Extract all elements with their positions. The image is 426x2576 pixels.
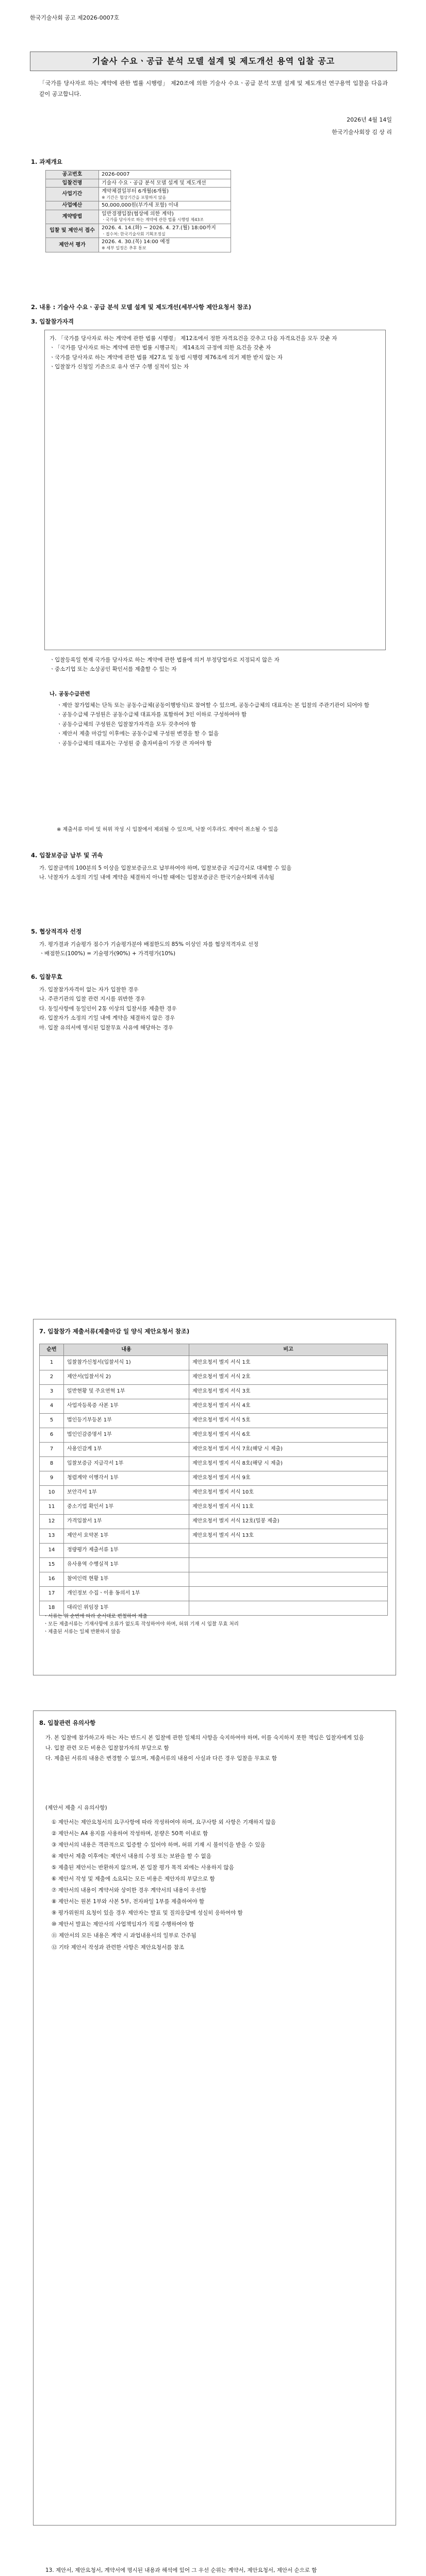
doc-no: 17 [40,1586,64,1601]
proposal-precaution-item: ⑧ 제안서는 원본 1부와 사본 5부, 전자파일 1부를 제출하여야 함 [52,1899,205,1905]
doc-content: 제안서(입찰서식 2) [64,1370,189,1384]
overview-key: 사업예산 [46,201,99,210]
deposit-list [39,863,388,883]
doc-content: 보안각서 1부 [64,1485,189,1500]
overview-value: 2026. 4. 14.(화) ~ 2026. 4. 27.(월) 18:00까지 [102,225,216,231]
overview-key: 입찰건명 [46,179,99,188]
overview-value-cell [99,201,231,210]
doc-content: 사용인감계 1부 [64,1442,189,1456]
table-row [40,1370,388,1384]
doc-remarks: 제안요청서 별지 서식 1호 [189,1355,388,1370]
overview-value: 2026-0007 [102,172,130,177]
overview-row [46,179,231,188]
doc-no: 6 [40,1428,64,1442]
joint-bid-list [57,701,379,748]
deposit-item: 가. 입찰금액의 100분의 5 이상을 입찰보증금으로 납부하여야 하며, 입찰보증금 지급각서로 대체할 수 있음 [39,865,292,871]
table-row [40,1543,388,1557]
doc-content: 법인인감증명서 1부 [64,1428,189,1442]
invalid-bid-item: 가. 입찰참가자격이 없는 자가 입찰한 경우 [39,987,139,993]
doc-no: 18 [40,1601,64,1615]
doc-remarks [189,1557,388,1572]
section-8-heading: 8. 입찰관련 유의사항 [39,1719,96,1726]
overview-row [46,224,231,238]
section-1-heading: 1. 과제개요 [31,158,62,165]
eligibility-list-2 [50,655,380,674]
invalid-bid-item: 마. 입찰 유의서에 명시된 입찰무효 사유에 해당하는 경우 [39,1024,173,1031]
table-row [40,1428,388,1442]
eligibility-box [44,330,386,650]
table-row [40,1413,388,1428]
deposit-item: 나. 낙찰자가 소정의 기일 내에 계약을 체결하지 아니할 때에는 입찰보증금은 한국기술사회에 귀속됨 [39,874,274,881]
doc-remarks: 제안요청서 별지 서식 13호 [189,1529,388,1543]
proposal-precaution-item: ⑦ 제안서의 내용이 계약서와 상이한 경우 계약서의 내용이 우선함 [52,1887,206,1894]
overview-note: ㆍ국가를 당사자로 하는 계약에 관한 법률 시행령 제43조 [102,217,204,223]
overview-row [46,210,231,224]
invalid-bid-item: 나. 주관기관의 입찰 관련 지시를 위반한 경우 [39,996,145,1003]
table-row [40,1529,388,1543]
doc-remarks: 제안요청서 별지 서식 5호 [189,1413,388,1428]
doc-no: 8 [40,1456,64,1471]
notice-date: 2026년 4월 14일 [347,116,392,123]
table-row [40,1399,388,1413]
proposal-precaution-item: ④ 제안서 제출 이후에는 제안서 내용의 수정 또는 보완을 할 수 없음 [52,1853,211,1860]
document-title-text: 기술사 수요ㆍ공급 분석 모델 설계 및 제도개선 용역 입찰 공고 [92,56,335,66]
doc-content: 법인등기부등본 1부 [64,1413,189,1428]
proposal-precaution-item: ⑫ 기타 제안서 작성과 관련한 사항은 제안요청서를 참조 [52,1944,185,1951]
doc-remarks: 제안요청서 별지 서식 12호(밀봉 제출) [189,1514,388,1529]
overview-row [46,238,231,252]
overview-key: 제안서 평가 [46,238,99,252]
table-row [40,1572,388,1586]
proposal-precaution-item: ⑥ 제안서 작성 및 제출에 소요되는 모든 비용은 제안자의 부담으로 함 [52,1876,215,1883]
table-row [40,1456,388,1471]
table-row [40,1384,388,1399]
overview-row [46,188,231,201]
table-row [40,1442,388,1456]
doc-content: 제안서 요약본 1부 [64,1529,189,1543]
invalid-bid-item: 라. 입찰자가 소정의 기일 내에 계약을 체결하지 않은 경우 [39,1015,175,1022]
overview-value-cell [99,210,231,224]
proposal-precaution-item: ⑤ 제출된 제안서는 반환하지 않으며, 본 입찰 평가 목적 외에는 사용하지 않음 [52,1865,234,1871]
doc-no: 15 [40,1557,64,1572]
doc-no: 3 [40,1384,64,1399]
doc-content: 입찰참가신청서(입찰서식 1) [64,1355,189,1370]
doc-content: 유사용역 수행실적 1부 [64,1557,189,1572]
eligibility-item: 가. 「국가를 당사자로 하는 계약에 관한 법률 시행령」 제12조에서 정한 자격요건을 갖추고 다음 자격요건을 모두 갖춘 자 [50,335,337,342]
negotiation-item: 가. 평가결과 기술평가 점수가 기술평가분야 배점한도의 85% 이상인 자를 협상적격자로 선정 [39,941,259,947]
overview-value-cell [99,188,231,201]
eligibility-item: ㆍ입찰참가 신청일 기준으로 유사 연구 수행 실적이 있는 자 [50,364,189,370]
doc-remarks: 제안요청서 별지 서식 6호 [189,1428,388,1442]
document-title [30,52,397,71]
doc-remarks: 제안요청서 별지 서식 2호 [189,1370,388,1384]
intro-paragraph: 「국가를 당사자로 하는 계약에 관한 법률 시행령」 제20조에 의한 기술사 수요ㆍ공급 분석 모델 설계 및 제도개선 연구용역 입찰을 다음과 같이 공고합니다. [39,80,388,97]
overview-value: 계약체결일부터 6개월(6개월) [102,189,169,194]
precautions-list [45,1733,386,1764]
doc-content: 가격입찰서 1부 [64,1514,189,1529]
overview-row [46,201,231,210]
overview-key: 계약방법 [46,210,99,224]
doc-content: 참여인력 현황 1부 [64,1572,189,1586]
overview-table [45,170,231,252]
documents-table [39,1344,388,1616]
overview-key: 사업기간 [46,188,99,201]
doc-content: 정량평가 제출서류 1부 [64,1543,189,1557]
overview-note: ㆍ접수처: 한국기술사회 기획조정실 [102,231,166,236]
doc-no: 7 [40,1442,64,1456]
doc-no: 11 [40,1500,64,1514]
col-header-remarks: 비고 [189,1344,388,1356]
documents-notes [43,1613,386,1636]
doc-number: 한국기술사회 공고 제2026-0007호 [30,14,120,21]
documents-note: ㆍ서류는 위 순번에 따라 순서대로 편철하여 제출 [43,1614,148,1619]
table-row [40,1500,388,1514]
doc-no: 14 [40,1543,64,1557]
eligibility-item: ㆍ입찰등록일 현재 국가를 당사자로 하는 계약에 관한 법률에 의거 부정당업자로 지정되지 않은 자 [50,657,280,663]
doc-no: 12 [40,1514,64,1529]
precaution-item: 가. 본 입찰에 참가하고자 하는 자는 반드시 본 입찰에 관한 일체의 사항을 숙지하여야 하며, 이를 숙지하지 못한 책임은 입찰자에게 있음 [45,1735,364,1741]
table-row [40,1355,388,1370]
precaution-item: 다. 제출된 서류의 내용은 변경할 수 없으며, 제출서류의 내용이 사실과 다른 경우 입찰을 무효로 함 [45,1755,277,1761]
overview-value: 50,000,000원(부가세 포함) 이내 [102,202,178,209]
eligibility-item: ㆍ중소기업 또는 소상공인 확인서를 제출할 수 있는 자 [50,666,177,673]
doc-remarks: 제안요청서 별지 서식 8호(해당 시 제출) [189,1456,388,1471]
table-row [40,1514,388,1529]
doc-content: 일반현황 및 주요연혁 1부 [64,1384,189,1399]
proposal-precautions-heading: (제안서 제출 시 유의사항) [45,1805,107,1811]
negotiation-list [39,940,388,959]
doc-content: 청렴계약 이행각서 1부 [64,1471,189,1485]
overview-value: 일반경쟁입찰(협상에 의한 계약) [102,211,174,217]
doc-remarks [189,1572,388,1586]
joint-bid-item: ㆍ제안서 제출 마감일 이후에는 공동수급체 구성원 변경을 할 수 없음 [57,731,219,737]
doc-content: 입찰보증금 지급각서 1부 [64,1456,189,1471]
doc-remarks [189,1586,388,1601]
doc-content: 대리인 위임장 1부 [64,1601,189,1615]
negotiation-item: ㆍ배점한도(100%) = 기술평가(90%) + 가격평가(10%) [39,951,176,957]
doc-remarks: 제안요청서 별지 서식 10호 [189,1485,388,1500]
doc-remarks: 제안요청서 별지 서식 11호 [189,1500,388,1514]
table-row [40,1485,388,1500]
overview-key: 입찰 및 제안서 접수 [46,224,99,238]
invalid-bid-list [39,985,388,1032]
section-6-heading: 6. 입찰무효 [31,973,62,980]
doc-content: 사업자등록증 사본 1부 [64,1399,189,1413]
documents-note: ㆍ제출된 서류는 일체 반환하지 않음 [43,1629,121,1635]
joint-bid-item: ㆍ공동수급체의 구성원은 입찰참가자격을 모두 갖추어야 함 [57,721,196,727]
overview-value: 2026. 4. 30.(목) 14:00 예정 [102,239,170,245]
doc-remarks: 제안요청서 별지 서식 9호 [189,1471,388,1485]
invalid-bid-item: 다. 동일사항에 동일인이 2통 이상의 입찰서를 제출한 경우 [39,1005,177,1012]
priority-clause: 13. 제안서, 제안요청서, 계약서에 명시된 내용과 해석에 있어 그 우선 순위는 계약서, 제안요청서, 제안서 순으로 함 [45,2567,317,2573]
doc-content: 중소기업 확인서 1부 [64,1500,189,1514]
overview-value-cell [99,224,231,238]
doc-no: 4 [40,1399,64,1413]
proposal-precaution-item: ① 제안서는 제안요청서의 요구사항에 따라 작성하여야 하며, 요구사항 외 사항은 기재하지 않음 [52,1819,276,1825]
doc-no: 2 [40,1370,64,1384]
doc-no: 10 [40,1485,64,1500]
overview-value-cell [99,238,231,252]
joint-bid-item: ㆍ공동수급체 구성원은 공동수급체 대표자를 포함하여 3인 이하로 구성하여야 함 [57,711,247,718]
eligibility-item: ㆍ「국가를 당사자로 하는 계약에 관한 법률 시행규칙」 제14조의 규정에 의한 요건을 갖춘 자 [50,345,271,351]
section-4-heading: 4. 입찰보증금 납부 및 귀속 [31,852,103,859]
proposal-precaution-item: ⑨ 평가위원의 요청이 있을 경우 제안자는 발표 및 질의응답에 성실히 응하여야 함 [52,1910,243,1917]
proposal-precaution-item: ② 제안서는 A4 용지를 사용하여 작성하며, 분량은 50쪽 이내로 함 [52,1831,208,1837]
doc-remarks: 제안요청서 별지 서식 3호 [189,1384,388,1399]
overview-key: 공고번호 [46,171,99,179]
overview-value-cell [99,171,231,179]
overview-note: ※ 세부 일정은 추후 통보 [102,245,146,250]
overview-row [46,171,231,179]
documents-note: ㆍ모든 제출서류는 기재사항에 오류가 없도록 작성하여야 하며, 허위 기재 시 입찰 무효 처리 [43,1621,239,1628]
eligibility-item: ㆍ국가를 당사자로 하는 계약에 관한 법률 제27조 및 동법 시행령 제76조에 의거 제한 받지 않는 자 [50,354,283,361]
joint-bid-item: ㆍ공동수급체의 대표자는 구성원 중 출자비율이 가장 큰 자여야 함 [57,740,212,747]
issuer: 한국기술사회장 김 상 리 [332,129,392,135]
doc-remarks: 제안요청서 별지 서식 4호 [189,1399,388,1413]
doc-content: 개인정보 수집ㆍ이용 동의서 1부 [64,1586,189,1601]
table-row [40,1586,388,1601]
precaution-item: 나. 입찰 관련 모든 비용은 입찰참가자의 부담으로 함 [45,1744,169,1751]
proposal-precautions-list [52,1817,384,1953]
col-header-no: 순번 [40,1344,64,1356]
proposal-precaution-item: ⑩ 제안서 발표는 제안사의 사업책임자가 직접 수행하여야 함 [52,1921,194,1928]
joint-bid-note: ※ 제출서류 미비 및 허위 작성 시 입찰에서 제외될 수 있으며, 낙찰 이후라도 계약이 취소될 수 있음 [57,827,278,833]
doc-no: 9 [40,1471,64,1485]
overview-value: 기술사 수요ㆍ공급 분석 모델 설계 및 제도개선 [102,180,206,186]
joint-bid-item: ㆍ제안 참가업체는 단독 또는 공동수급체(공동이행방식)로 참여할 수 있으며, 공동수급체의 대표자는 본 입찰의 주관기관이 되어야 함 [57,702,369,708]
proposal-precaution-item: ⑪ 제안서의 모든 내용은 계약 시 과업내용서의 일부로 간주됨 [52,1933,196,1939]
section-5-heading: 5. 협상적격자 선정 [31,928,82,935]
doc-remarks: 제안요청서 별지 서식 7호(해당 시 제출) [189,1442,388,1456]
table-row [40,1557,388,1572]
doc-no: 13 [40,1529,64,1543]
table-row [40,1471,388,1485]
col-header-content: 내용 [64,1344,189,1356]
doc-no: 5 [40,1413,64,1428]
joint-bid-heading: 나. 공동수급관련 [50,691,90,697]
doc-no: 1 [40,1355,64,1370]
doc-remarks [189,1543,388,1557]
eligibility-list [50,334,380,372]
section-3-heading: 3. 입찰참가자격 [31,318,74,325]
proposal-precaution-item: ③ 제안서의 내용은 객관적으로 입증할 수 있어야 하며, 허위 기재 시 불이익을 받을 수 있음 [52,1842,266,1849]
overview-value-cell [99,179,231,188]
section-7-heading: 7. 입찰참가 제출서류(제출마감 일 양식 제안요청서 참조) [39,1328,190,1335]
doc-no: 16 [40,1572,64,1586]
overview-note: ※ 기간은 협상기간을 포함하지 않음 [102,195,167,200]
section-2-heading: 2. 내용 : 기술사 수요ㆍ공급 분석 모델 설계 및 제도개선(세부사항 제안요청서 참조) [31,303,252,311]
